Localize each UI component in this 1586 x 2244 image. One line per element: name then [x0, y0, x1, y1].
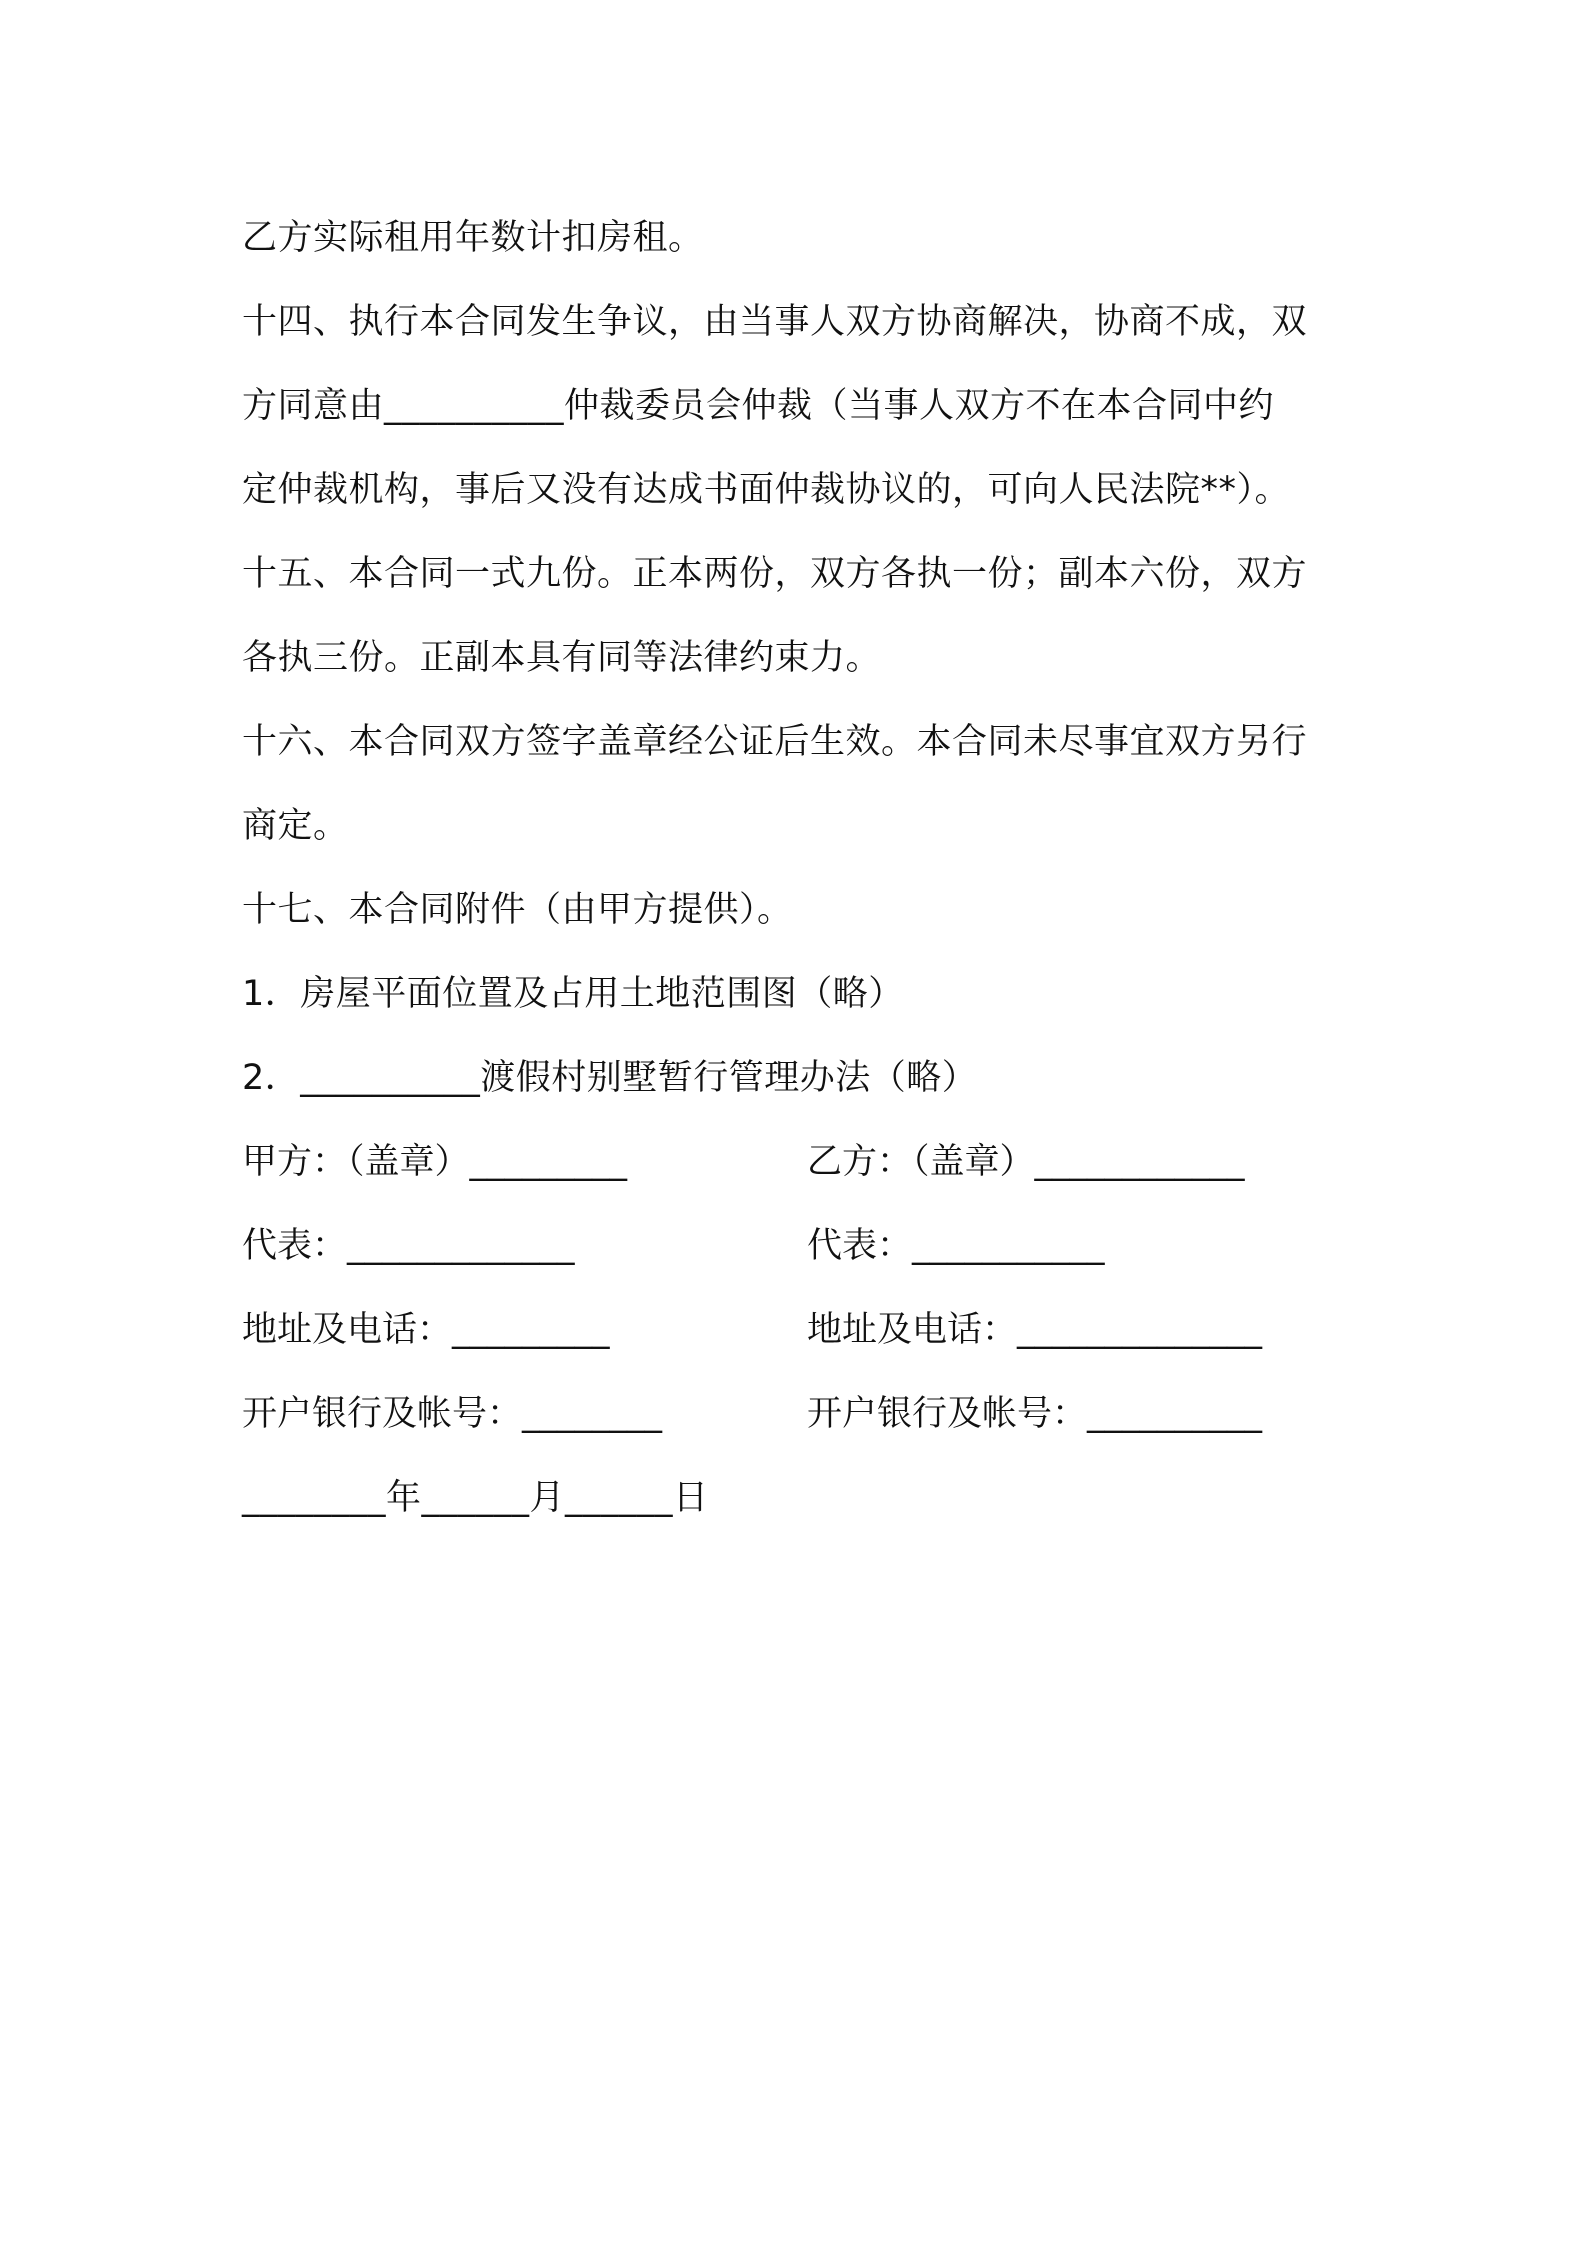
party-b-address: 地址及电话：______________ [807, 1310, 1263, 1350]
document-body [242, 196, 1362, 1540]
clause-15-line-1: 十五、本合同一式九份。正本两份，双方各执一份；副本六份，双方 [242, 554, 1308, 594]
clause-14-line-2: 方同意由__________仲裁委员会仲裁（当事人双方不在本合同中约 [242, 386, 1275, 426]
signature-row-address [242, 1288, 1362, 1372]
party-a-address: 地址及电话：_________ [242, 1310, 610, 1350]
paragraph-rent-deduction: 乙方实际租用年数计扣房租。 [242, 218, 704, 258]
signature-row-seal [242, 1120, 1362, 1204]
party-a-representative: 代表：_____________ [242, 1226, 575, 1266]
party-a-seal: 甲方：（盖章）_________ [242, 1142, 628, 1182]
clause-16-line-1: 十六、本合同双方签字盖章经公证后生效。本合同未尽事宜双方另行 [242, 722, 1308, 762]
clause-14-line-1: 十四、执行本合同发生争议，由当事人双方协商解决，协商不成，双 [242, 302, 1308, 342]
signature-row-representative [242, 1204, 1362, 1288]
signature-row-bank [242, 1372, 1362, 1456]
party-a-bank-account: 开户银行及帐号：________ [242, 1394, 663, 1434]
party-b-representative: 代表：___________ [807, 1226, 1105, 1266]
attachment-2: 2．__________渡假村别墅暂行管理办法（略） [242, 1058, 978, 1098]
party-b-bank-account: 开户银行及帐号：__________ [807, 1394, 1263, 1434]
clause-17: 十七、本合同附件（由甲方提供）。 [242, 890, 793, 930]
signing-date: ________年______月______日 [242, 1478, 709, 1518]
clause-14-line-3: 定仲裁机构，事后又没有达成书面仲裁协议的，可向人民法院**）。 [242, 470, 1291, 510]
party-b-seal: 乙方：（盖章）____________ [807, 1142, 1245, 1182]
attachment-1: 1．房屋平面位置及占用土地范围图（略） [242, 974, 904, 1014]
clause-16-line-2: 商定。 [242, 806, 349, 846]
clause-15-line-2: 各执三份。正副本具有同等法律约束力。 [242, 638, 882, 678]
